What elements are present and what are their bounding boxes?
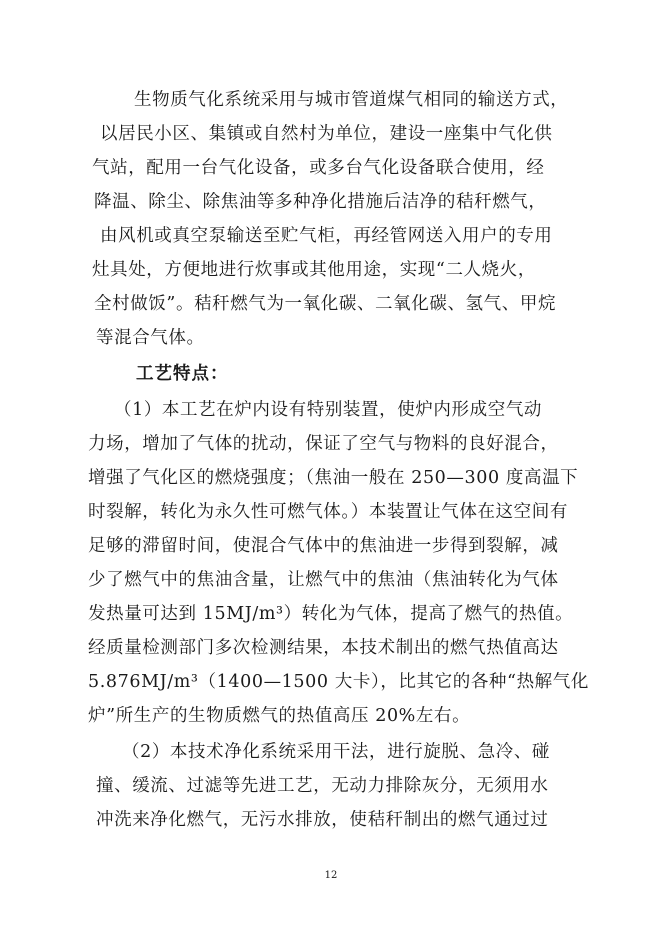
text-line: 时裂解，转化为永久性可燃气体。）本装置让气体在这空间有 <box>88 502 568 522</box>
text-line: 生物质气化系统采用与城市管道煤气相同的输送方式， <box>134 90 569 110</box>
text-line: 等混合气体。 <box>96 328 205 348</box>
text-line: 灶具处，方便地进行炊事或其他用途，实现“二人烧火， <box>92 260 536 280</box>
text-line: 5.876MJ/m³（1400—1500 大卡），比其它的各种“热解气化 <box>88 672 589 692</box>
text-line: 气站，配用一台气化设备，或多台气化设备联合使用，经 <box>92 158 545 178</box>
text-line: 以居民小区、集镇或自然村为单位，建设一座集中气化供 <box>100 124 553 144</box>
text-line: 增强了气化区的燃烧强度；（焦油一般在 250—300 度高温下 <box>88 468 579 488</box>
text-line: （2）本技术净化系统采用干法，进行旋脱、急冷、碰 <box>122 742 551 762</box>
text-line: 全村做饭”。秸秆燃气为一氧化碳、二氧化碳、氢气、甲烷 <box>94 294 557 314</box>
text-line: 冲洗来净化燃气，无污水排放，使秸秆制出的燃气通过过 <box>96 810 549 830</box>
text-line: 降温、除尘、除焦油等多种净化措施后洁净的秸秆燃气， <box>94 192 547 212</box>
section-heading: 工艺特点： <box>136 364 229 384</box>
text-line: 力场，增加了气体的扰动，保证了空气与物料的良好混合， <box>88 434 559 454</box>
page-number: 12 <box>324 870 338 881</box>
text-line: 撞、缓流、过滤等先进工艺，无动力排除灰分，无须用水 <box>96 776 549 796</box>
text-line: 少了燃气中的焦油含量，让燃气中的焦油（焦油转化为气体 <box>88 570 559 590</box>
text-line: 由风机或真空泵输送至贮气柜，再经管网送入用户的专用 <box>100 226 553 246</box>
text-line: 经质量检测部门多次检测结果，本技术制出的燃气热值高达 <box>88 638 559 658</box>
text-line: （1）本工艺在炉内设有特别装置，使炉内形成空气动 <box>114 400 543 420</box>
text-line: 炉”所生产的生物质燃气的热值高压 20%左右。 <box>88 706 471 726</box>
text-line: 足够的滞留时间，使混合气体中的焦油进一步得到裂解，减 <box>88 536 559 556</box>
text-line: 发热量可达到 15MJ/m³）转化为气体，提高了燃气的热值。 <box>88 604 574 624</box>
